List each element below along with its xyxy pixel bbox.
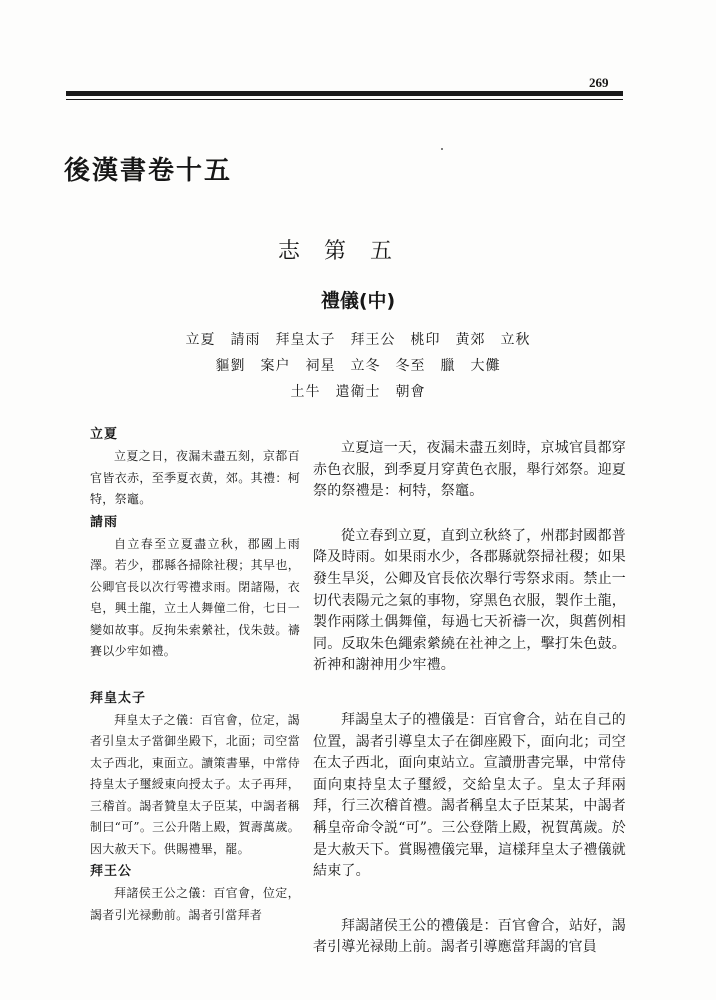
header-rule-thin [66, 99, 623, 100]
section-heading: 立夏 [90, 427, 119, 442]
original-text: 自立春至立夏盡立秋，郡國上雨澤。若少，郡縣各掃除社稷；其早也，公卿官長以次行雩禮求雨。閉諸陽，衣皂，興土龍，立土人舞僮二佾，七日一變如故事。反拘朱索縈社，伐朱鼓。禱賽以少牢如禮。 [90, 536, 300, 658]
section-heading: 請雨 [90, 514, 119, 530]
left-column [90, 424, 300, 926]
translation-paragraph: 拜謁諸侯王公的禮儀是：百官會合，站好，謁者引導光禄勛上前。謁者引導應當拜謁的官員 [313, 917, 626, 956]
section-title: 志第五 [278, 239, 417, 264]
book-title: 後漢書卷十五 [64, 156, 233, 186]
section-heading: 拜皇太子 [90, 690, 147, 706]
translation-paragraph: 從立春到立夏，直到立秋終了，州郡封國都普降及時雨。如果雨水少，各郡縣就祭掃社稷；如果發生旱災，公卿及官長依次舉行雩祭求雨。禁止一切代表陽元之氣的事物，穿黑色衣服，製作土龍，製作兩隊土偶舞僮，每過七天祈禱一次，與舊例相同。反取朱色繩索縈繞在社神之上，擊打朱色鼓。祈神和謝神用少牢禮。 [313, 527, 626, 674]
header-rule-thick [66, 91, 623, 96]
chapter-title: 禮儀(中) [320, 290, 396, 312]
toc-line: 土牛 遣衛士 朝會 [290, 384, 426, 400]
original-text: 拜諸侯王公之儀：百官會，位定，謁者引光禄勳前。謁者引當拜者 [90, 886, 300, 922]
original-text: 拜皇太子之儀：百官會，位定，謁者引皇太子當御坐殿下，北面；司空當太子西北，東面立。讀策書畢，中常侍持皇太子璽綬東向授太子。太子再拜，三稽首。謁者贊皇太子臣某，中謁者稱制曰“可”。三公升階上殿，賀壽萬歲。因大赦天下。供賜禮畢，罷。 [90, 712, 300, 856]
translation-paragraph: 拜謁皇太子的禮儀是：百官會合，站在自己的位置，謁者引導皇太子在御座殿下，面向北；司空在太子西北，面向東站立。宣讀册書完畢，中常侍面向東持皇太子璽綬，交給皇太子。皇太子拜兩拜，行三次稽首禮。謁者稱皇太子臣某某，中謁者稱皇帝命令説“可”。三公登階上殿，祝賀萬歲。於是大赦天下。賞賜禮儀完畢，這樣拜皇太子禮儀就結束了。 [313, 711, 626, 880]
page-number: 269 [589, 75, 609, 90]
original-text: 立夏之日，夜漏未盡五刻，京都百官皆衣赤，至季夏衣黄，郊。其禮：柯特，祭竈。 [90, 449, 300, 506]
scan-speck [441, 148, 443, 150]
translation-paragraph: 立夏這一天，夜漏未盡五刻時，京城官員都穿赤色衣服，到季夏月穿黄色衣服，舉行郊祭。迎夏祭的祭禮是：柯特，祭竈。 [313, 440, 626, 500]
toc-line: 立夏 請雨 拜皇太子 拜王公 桃印 黄郊 立秋 [185, 332, 531, 348]
right-column [313, 438, 626, 959]
toc-line: 貙劉 案户 祠星 立冬 冬至 臘 大儺 [215, 358, 501, 374]
section-heading: 拜王公 [90, 864, 133, 879]
